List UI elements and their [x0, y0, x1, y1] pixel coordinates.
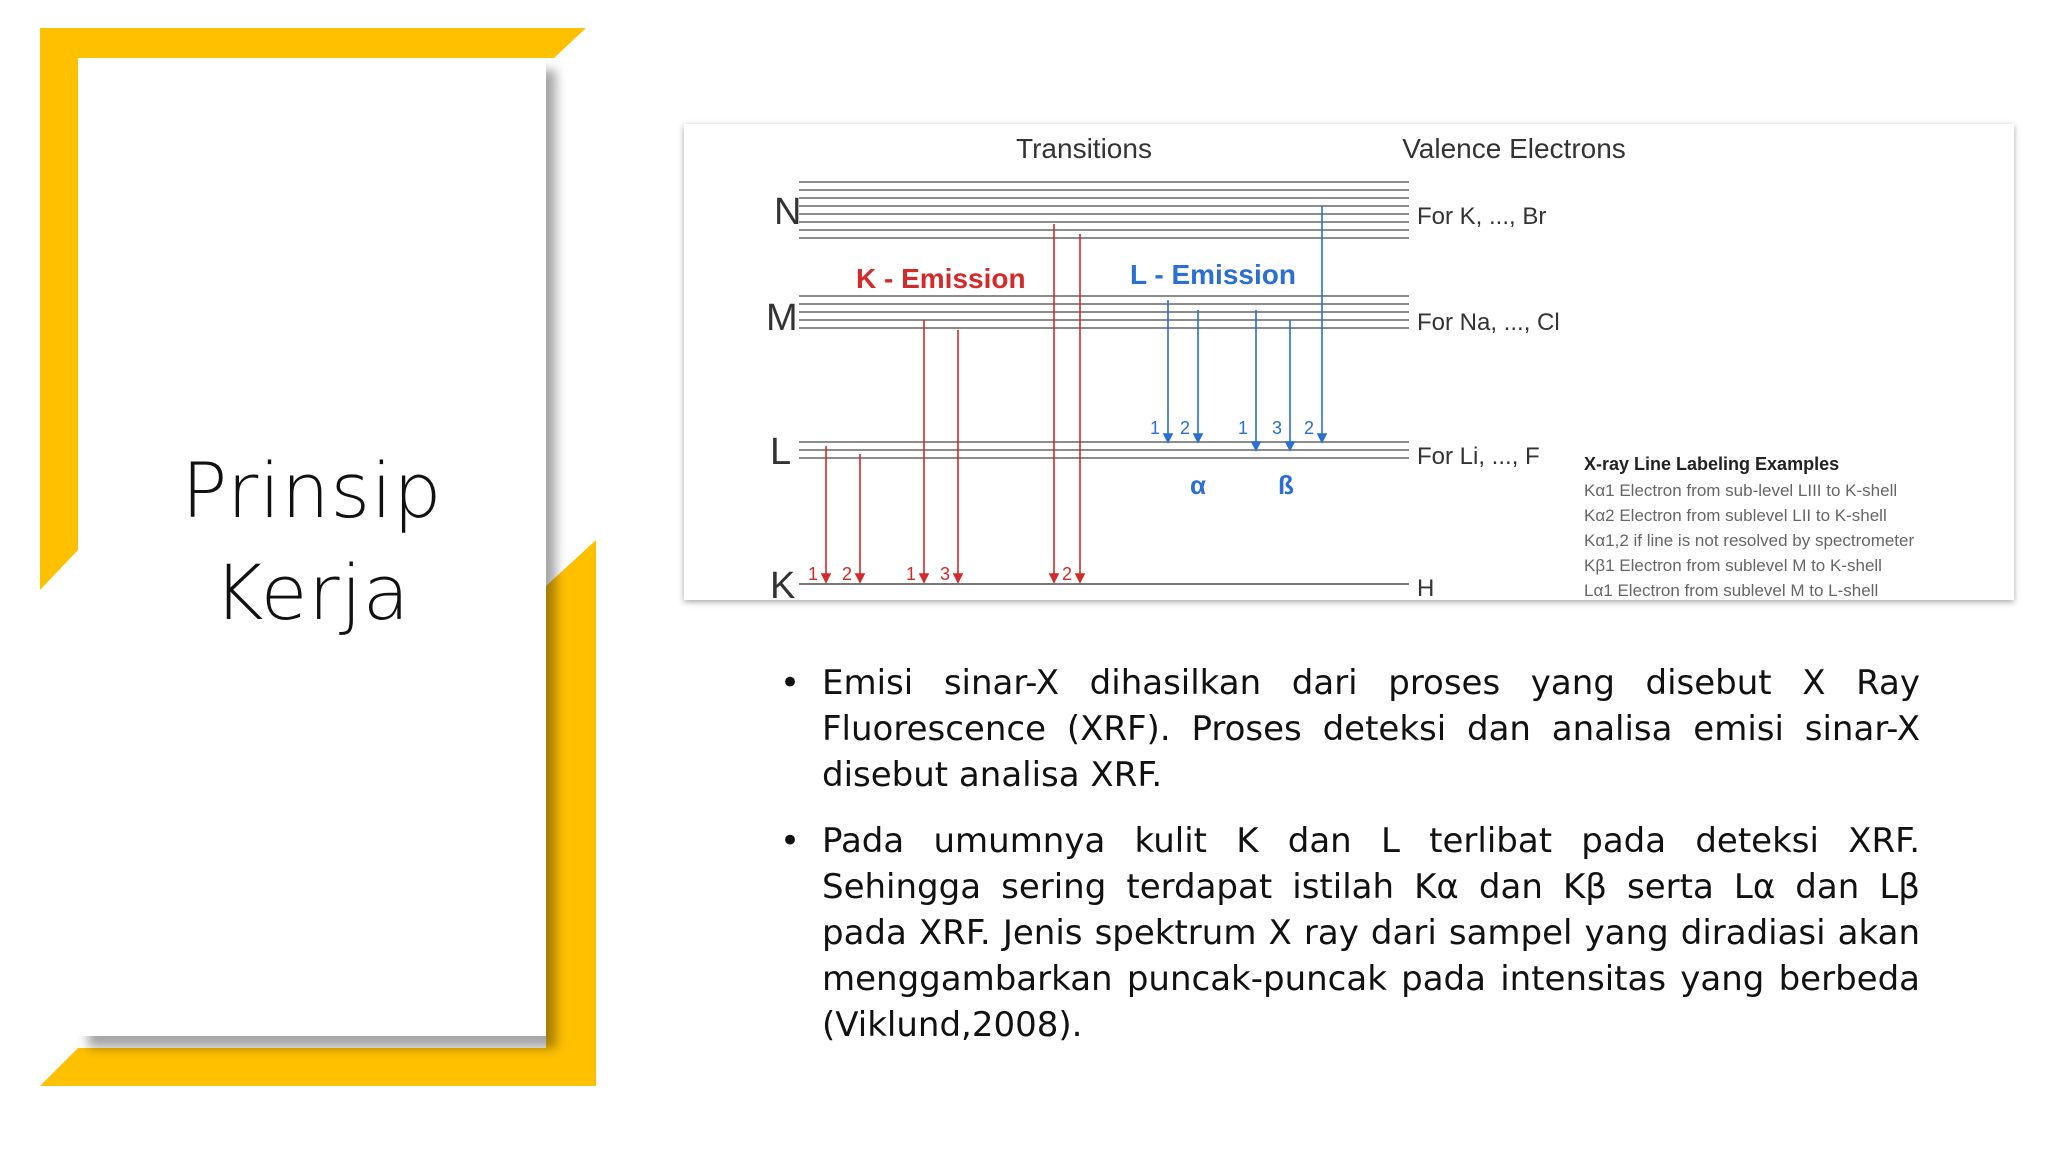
- valence-l: For Li, ..., F: [1417, 443, 1540, 470]
- xrf-energy-level-diagram: [684, 124, 2014, 600]
- k-num: 1: [906, 564, 917, 584]
- shell-m-label: M: [766, 297, 798, 339]
- legend-line: Lα1 Electron from sublevel M to L-shell: [1584, 581, 1879, 600]
- k-num: 1: [808, 564, 819, 584]
- l-num: 1: [1150, 418, 1161, 438]
- legend-line: Kα1,2 if line is not resolved by spectrometer: [1584, 531, 1915, 550]
- l-num: 1: [1238, 418, 1249, 438]
- bullet-list: [780, 660, 1920, 1068]
- k-emission-label: K - Emission: [856, 263, 1026, 294]
- shell-l-lines: [799, 442, 1409, 458]
- k-num: 2: [842, 564, 853, 584]
- l-num: 3: [1272, 418, 1283, 438]
- header-transitions: Transitions: [1016, 133, 1152, 164]
- shell-k-label: K: [770, 565, 796, 600]
- shell-l-label: L: [770, 431, 792, 473]
- beta-label: ß: [1278, 470, 1294, 500]
- legend-line: Kα1 Electron from sub-level LIII to K-shell: [1584, 481, 1898, 500]
- header-valence: Valence Electrons: [1402, 133, 1626, 164]
- legend-line: Kα2 Electron from sublevel LII to K-shell: [1584, 506, 1887, 525]
- l-num: 2: [1180, 418, 1191, 438]
- legend-title: X-ray Line Labeling Examples: [1584, 454, 1840, 474]
- k-num: 2: [1062, 564, 1073, 584]
- l-emission-label: L - Emission: [1130, 259, 1296, 290]
- valence-k: H: [1417, 575, 1435, 600]
- valence-n: For K, ..., Br: [1417, 203, 1547, 230]
- bullet-item: • Pada umumnya kulit K dan L terlibat pada deteksi XRF. Sehingga sering terdapat istilah Kα dan Kβ serta Lα dan Lβ pada XRF. Jenis spektrum X ray dari sampel yang diradiasi akan menggambarkan puncak-puncak pada intensitas yang berbeda (Viklund,2008).: [780, 818, 1920, 1048]
- valence-m: For Na, ..., Cl: [1417, 309, 1560, 336]
- k-num: 3: [940, 564, 951, 584]
- k-transition-numbers: [808, 564, 1072, 584]
- legend-line: Kβ1 Electron from sublevel M to K-shell: [1584, 556, 1882, 575]
- legend: [1584, 454, 1914, 600]
- l-num: 2: [1304, 418, 1315, 438]
- shell-n-label: N: [774, 191, 802, 233]
- shell-n-lines: [799, 182, 1409, 238]
- bullet-item: • Emisi sinar-X dihasilkan dari proses yang disebut X Ray Fluorescence (XRF). Proses deteksi dan analisa emisi sinar-X disebut analisa XRF.: [780, 660, 1920, 798]
- shell-m-lines: [799, 296, 1409, 328]
- alpha-label: α: [1190, 470, 1206, 500]
- slide-title: Prinsip Kerja: [181, 446, 443, 637]
